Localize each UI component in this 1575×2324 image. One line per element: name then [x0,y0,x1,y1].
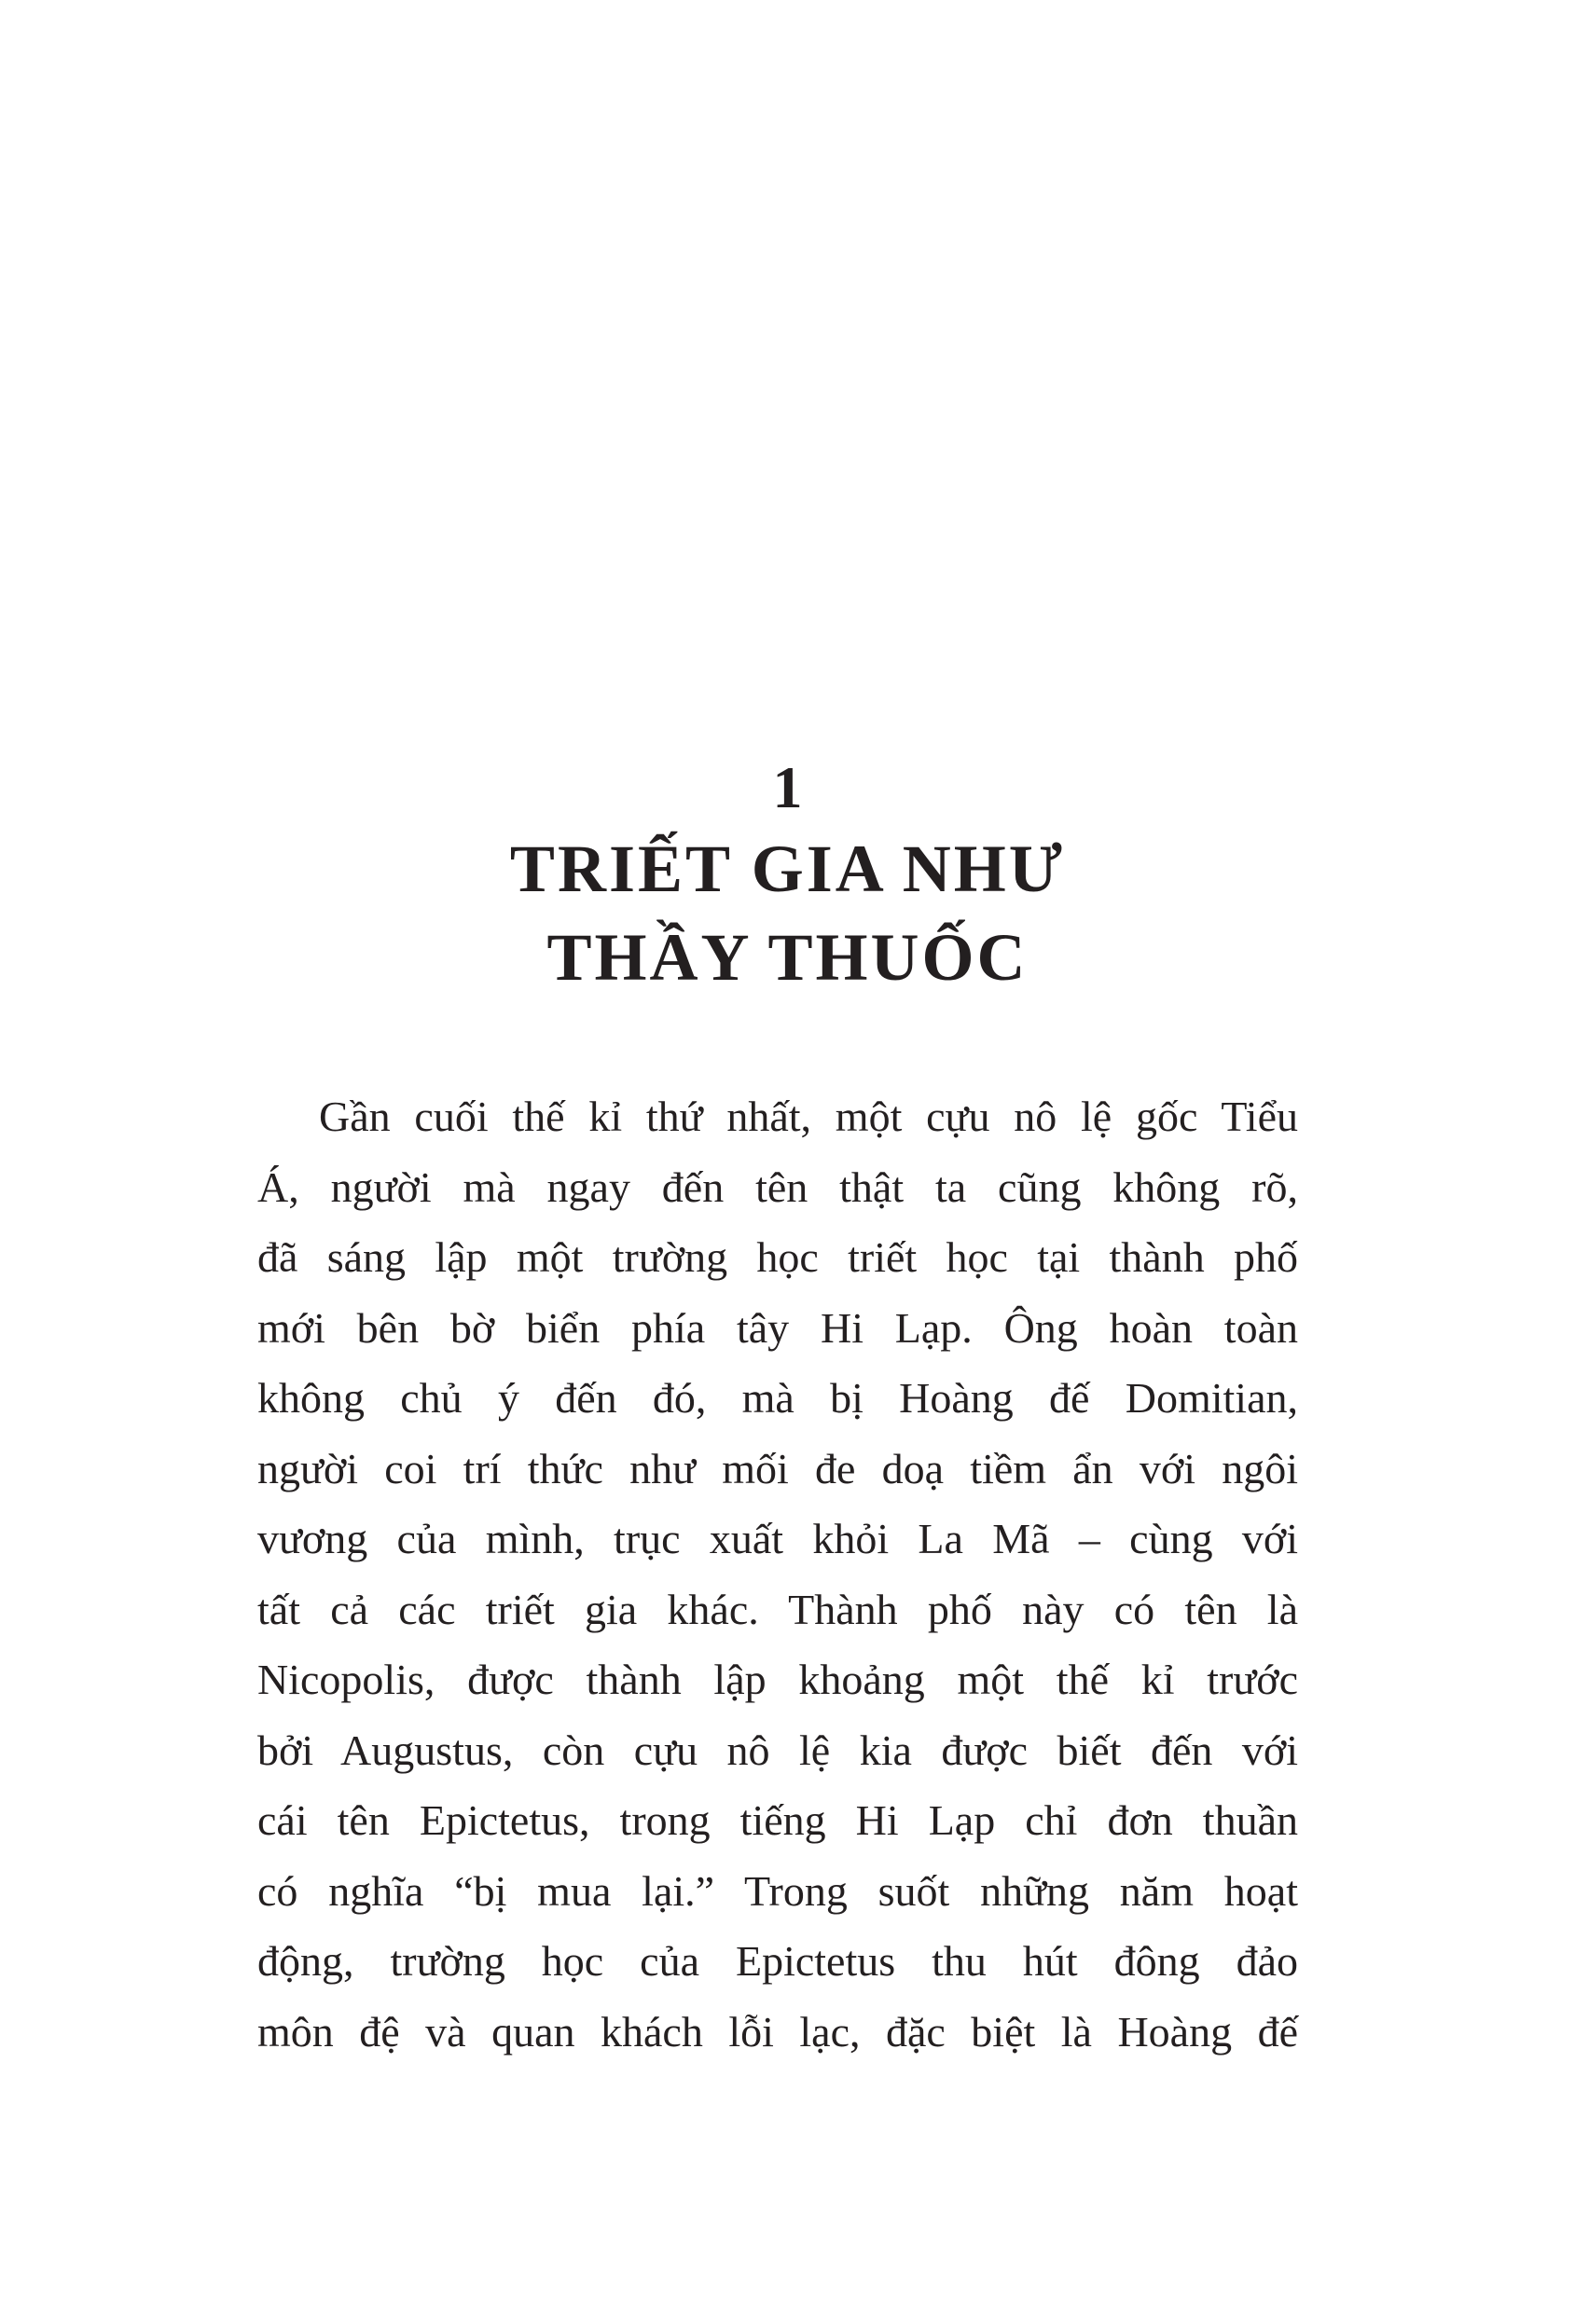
text-line: có nghĩa “bị mua lại.” Trong suốt những năm hoạt [257,1866,1298,1915]
text-line: Nicopolis, được thành lập khoảng một thế kỉ trước [257,1656,1298,1703]
chapter-title-line-1: TRIẾT GIA NHƯ [509,832,1066,906]
chapter-title [0,825,1575,1002]
text-line: người coi trí thức như mối đe doạ tiềm ẩn với ngôi [257,1444,1298,1492]
text-line: môn đệ và quan khách lỗi lạc, đặc biệt là Hoàng đế [257,2007,1298,2056]
text-line: tất cả các triết gia khác. Thành phố này có tên là [257,1585,1298,1633]
chapter-title-line-2: THẦY THUỐC [546,920,1029,995]
text-line: Gần cuối thế kỉ thứ nhất, một cựu nô lệ gốc Tiểu [319,1093,1298,1140]
text-line: không chủ ý đến đó, mà bị Hoàng đế Domitian, [257,1374,1298,1422]
chapter-number: 1 [772,754,803,820]
text-line: vương của mình, trục xuất khỏi La Mã – cùng với [257,1515,1298,1562]
text-line: đã sáng lập một trường học triết học tại thành phố [257,1233,1298,1281]
text-line: cái tên Epictetus, trong tiếng Hi Lạp chỉ đơn thuần [257,1796,1298,1844]
text-line: động, trường học của Epictetus thu hút đông đảo [257,1937,1298,1985]
text-line: bởi Augustus, còn cựu nô lệ kia được biết đến với [257,1726,1298,1774]
body-paragraph [257,1081,1298,2067]
text-line: mới bên bờ biển phía tây Hi Lạp. Ông hoàn toàn [257,1303,1298,1352]
text-line: Á, người mà ngay đến tên thật ta cũng không rõ, [257,1162,1298,1211]
